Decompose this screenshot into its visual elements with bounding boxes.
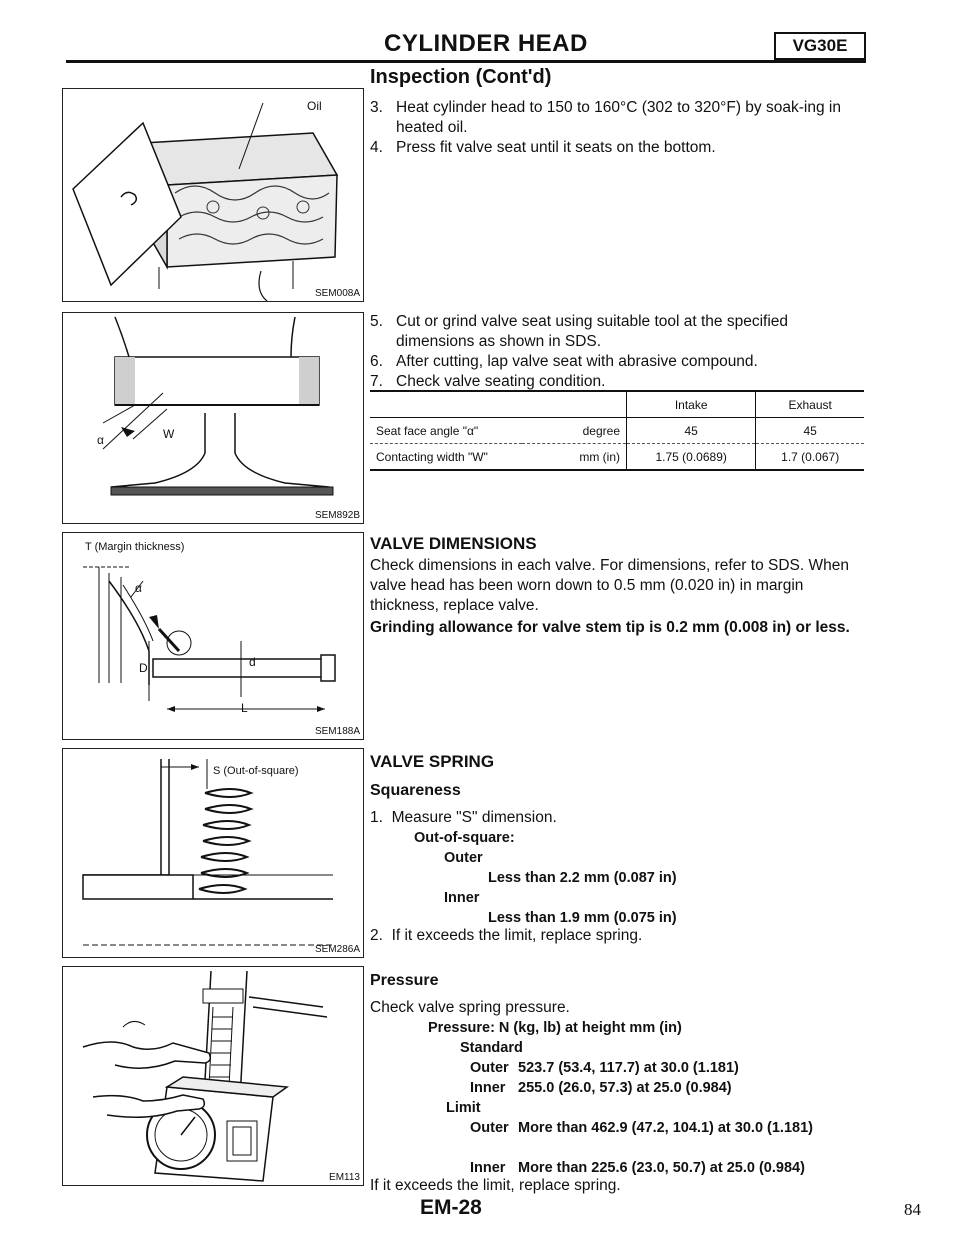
pressure-closing: If it exceeds the limit, replace spring. <box>370 1177 621 1194</box>
seat-spec-table <box>370 392 864 469</box>
steps-mid-list <box>370 312 862 392</box>
std-inner-label: Inner <box>470 1080 506 1096</box>
out-of-square-label: Out-of-square: <box>414 830 515 846</box>
valve-dimensions-heading: VALVE DIMENSIONS <box>370 534 537 553</box>
grinding-allowance-note: Grinding allowance for valve stem tip is 0.2 mm (0.008 in) or less. <box>370 619 850 636</box>
cell-intake: 45 <box>627 418 756 444</box>
valve-dimensions-illustration <box>63 533 363 739</box>
figure-valve-dimensions <box>62 532 364 740</box>
page-title: CYLINDER HEAD <box>384 30 588 57</box>
outer-value: Less than 2.2 mm (0.087 in) <box>488 870 677 886</box>
figure-spring-tester <box>62 966 364 1186</box>
alpha-label: α <box>135 581 142 595</box>
figure-code: SEM188A <box>314 726 360 737</box>
std-outer-label: Outer <box>470 1060 509 1076</box>
row-label: Seat face angle "α" <box>370 418 522 444</box>
cell-intake: 1.75 (0.0689) <box>627 444 756 470</box>
table-header-row <box>370 392 864 418</box>
std-outer-value: 523.7 (53.4, 117.7) at 30.0 (1.181) <box>518 1060 739 1076</box>
steps-top-list <box>370 98 862 158</box>
d-big-label: D <box>139 661 148 675</box>
step-item: 6. After cutting, lap valve seat with abrasive compound. <box>370 353 758 370</box>
d-small-label: d <box>249 655 256 669</box>
std-inner-value: 255.0 (26.0, 57.3) at 25.0 (0.984) <box>518 1080 732 1096</box>
step-item: 5. Cut or grind valve seat using suitable tool at the specified dimensions as shown in SDS. <box>370 313 789 350</box>
outer-label: Outer <box>444 850 483 866</box>
lim-inner-value: More than 225.6 (23.0, 50.7) at 25.0 (0.984) <box>518 1160 805 1176</box>
row-label: Contacting width "W" <box>370 444 522 470</box>
w-label: W <box>163 427 175 441</box>
squareness-heading: Squareness <box>370 782 461 799</box>
row-unit: mm (in) <box>522 444 627 470</box>
out-of-square-figure-label: S (Out-of-square) <box>213 765 299 777</box>
alpha-label: α <box>97 433 104 447</box>
pressure-heading: Pressure <box>370 972 439 989</box>
valve-spring-heading: VALVE SPRING <box>370 752 495 771</box>
inner-label: Inner <box>444 890 480 906</box>
figure-valve-seat <box>62 312 364 524</box>
header-rule <box>66 60 866 63</box>
page-number: 84 <box>904 1200 921 1219</box>
table-row <box>370 444 864 470</box>
oil-bath-illustration <box>63 89 363 301</box>
margin-thickness-label: T (Margin thickness) <box>85 541 185 553</box>
limit-label: Limit <box>446 1100 481 1116</box>
figure-code: SEM008A <box>314 288 360 299</box>
page-code: EM-28 <box>420 1196 482 1219</box>
row-unit: degree <box>522 418 627 444</box>
squareness-step-1: 1. Measure "S" dimension. <box>370 809 557 826</box>
inner-value: Less than 1.9 mm (0.075 in) <box>488 910 677 926</box>
step-item: 3. Heat cylinder head to 150 to 160°C (302 to 320°F) by soak-ing in heated oil. <box>370 99 841 136</box>
figure-oil-bath <box>62 88 364 302</box>
table-row <box>370 418 864 444</box>
figure-spring-squareness <box>62 748 364 958</box>
engine-code-badge: VG30E <box>774 32 866 60</box>
column-header: Intake <box>627 392 756 418</box>
pressure-label: Pressure: N (kg, lb) at height mm (in) <box>428 1020 682 1036</box>
length-label: L <box>241 701 248 715</box>
column-header: Exhaust <box>756 392 864 418</box>
oil-label: Oil <box>307 99 322 113</box>
spring-tester-illustration <box>63 967 363 1185</box>
spring-squareness-illustration <box>63 749 363 957</box>
step-item: 7. Check valve seating condition. <box>370 373 606 390</box>
step-item: 4. Press fit valve seat until it seats on the bottom. <box>370 139 716 156</box>
figure-code: EM113 <box>329 1172 360 1183</box>
figure-code: SEM286A <box>314 944 360 955</box>
standard-label: Standard <box>460 1040 523 1056</box>
lim-outer-value: More than 462.9 (47.2, 104.1) at 30.0 (1.181) <box>518 1120 813 1136</box>
section-subtitle: Inspection (Cont'd) <box>370 66 552 88</box>
valve-dimensions-text: Check dimensions in each valve. For dimensions, refer to SDS. When valve head has been worn down to 0.5 mm (0.020 in) in margin thickness, replace valve. <box>370 557 849 614</box>
cell-exhaust: 1.7 (0.067) <box>756 444 864 470</box>
lim-outer-label: Outer <box>470 1120 509 1136</box>
squareness-step-2: 2. If it exceeds the limit, replace spring. <box>370 927 643 944</box>
lim-inner-label: Inner <box>470 1160 506 1176</box>
pressure-intro: Check valve spring pressure. <box>370 999 570 1016</box>
seat-spec-table-wrap <box>370 390 864 471</box>
figure-code: SEM892B <box>314 510 360 521</box>
cell-exhaust: 45 <box>756 418 864 444</box>
valve-seat-illustration <box>63 313 363 523</box>
